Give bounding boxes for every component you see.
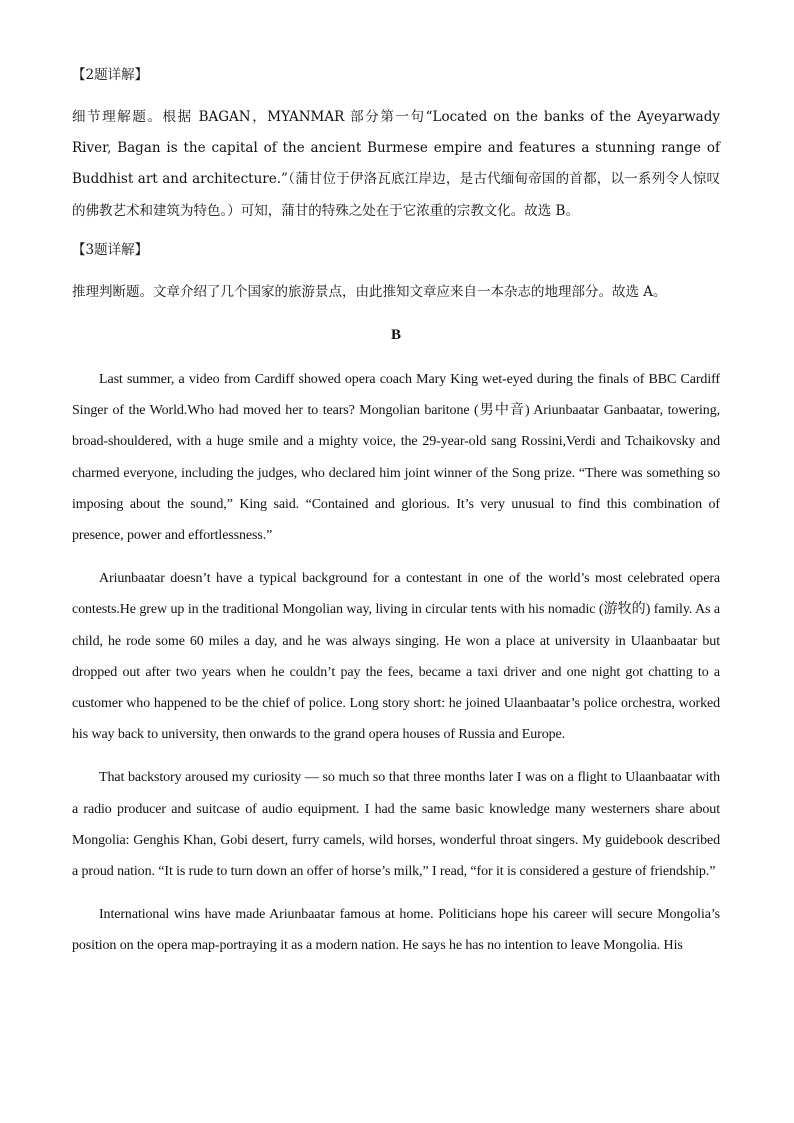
passage-section-label: B — [390, 327, 401, 344]
question-3-heading: 【3题详解】 — [72, 241, 149, 258]
passage-paragraph-1: Last summer, a video from Cardiff showed opera coach Mary King wet-eyed during the finals of BBC Cardiff Singer of the World.Who had moved her to tears? Mongolian baritone (男中音) Ariunbaatar Ganbaatar, towering, broad-shouldered, with a huge smile and a mighty voice, the 29-year-old sang Rossini,Verdi and Tchaikovsky and charmed everyone, including the judges, who declared him joint winner of the Song prize. “There was something so imposing about the sound,” King said. “Contained and glorious. It’s very unusual to find this combination of presence, power and effortlessness.” — [72, 372, 720, 544]
question-2-heading: 【2题详解】 — [72, 67, 149, 83]
question-2-explanation: 细节理解题。根据 BAGAN，MYANMAR 部分第一句“Located on the banks of the Ayeyarwady River, Bagan is the capital of the ancient Burmese empire and features a stunning range of Buddhist art and architecture.”（蒲甘位于伊洛瓦底江岸边，是古代缅甸帝国的首都，以一系列令人惊叹的佛教艺术和建筑为特色。）可知，蒲甘的特殊之处在于它浓重的宗教文化。故选 B。 — [72, 109, 720, 219]
passage-paragraph-4: International wins have made Ariunbaatar famous at home. Politicians hope his career will secure Mongolia’s position on the opera map-portraying it as a modern nation. He says he has no intention to leave Mongolia. His — [72, 907, 720, 954]
document-page — [72, 62, 720, 962]
question-3-explanation: 推理判断题。文章介绍了几个国家的旅游景点，由此推知文章应来自一本杂志的地理部分。故选 A。 — [72, 283, 667, 300]
passage-paragraph-3: That backstory aroused my curiosity — so much so that three months later I was on a flight to Ulaanbaatar with a radio producer and suitcase of audio equipment. I had the same basic knowledge many westerners share about Mongolia: Genghis Khan, Gobi desert, furry camels, wild horses, wonderful throat singers. My guidebook described a proud nation. “It is rude to turn down an offer of horse’s milk,” I read, “for it is considered a gesture of friendship.” — [72, 770, 720, 880]
passage-paragraph-2: Ariunbaatar doesn’t have a typical background for a contestant in one of the world’s most celebrated opera contests.He grew up in the traditional Mongolian way, living in circular tents with his nomadic (游牧的) family. As a child, he rode some 60 miles a day, and he was always singing. He won a place at university in Ulaanbaatar but dropped out after two years when he couldn’t pay the fees, became a taxi driver and one night got chatting to a customer who happened to be the chief of police. Long story short: he joined Ulaanbaatar’s police orchestra, worked his way back to university, then onwards to the grand opera houses of Russia and Europe. — [72, 571, 720, 743]
